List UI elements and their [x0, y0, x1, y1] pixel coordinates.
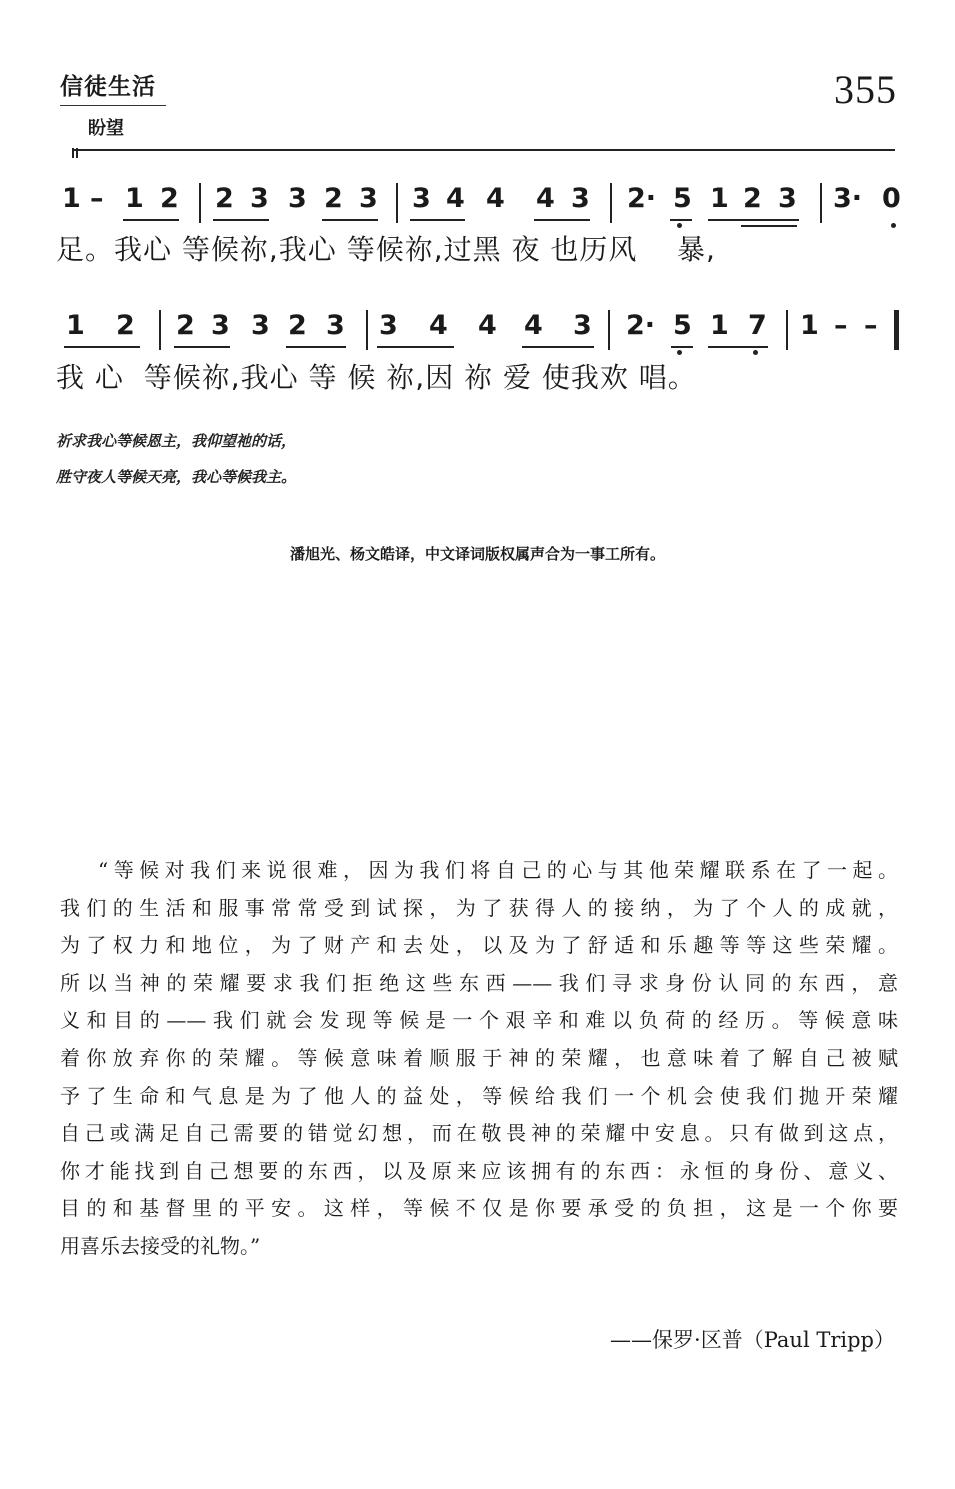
note: 4	[536, 183, 555, 214]
beam-underline	[123, 219, 179, 221]
note: 2	[160, 183, 179, 214]
note: 2	[288, 310, 307, 341]
note: 2	[324, 183, 343, 214]
beam-underline	[322, 219, 378, 221]
note: 2	[215, 183, 234, 214]
quote-line: “等候对我们来说很难，因为我们将自己的心与其他荣耀联系在了一起。	[98, 858, 898, 882]
note: 1	[66, 310, 85, 341]
bar-line	[610, 183, 612, 223]
quote-line: 自己或满足自己需要的错觉幻想，而在敬畏神的荣耀中安息。只有做到这点，	[60, 1121, 898, 1146]
octave-dot	[677, 350, 682, 355]
bar-line	[199, 183, 201, 223]
note: 3	[778, 183, 797, 214]
note: 1	[710, 310, 729, 341]
note: 2·	[626, 310, 656, 341]
quote-line: 为了权力和地位，为了财产和去处，以及为了舒适和乐趣等等这些荣耀。	[60, 933, 898, 958]
staff-rule-mark	[72, 148, 78, 158]
quote-line: 所以当神的荣耀要求我们拒绝这些东西——我们寻求身份认同的东西，意	[60, 970, 898, 995]
beam-underline	[741, 225, 797, 227]
note: 4	[478, 310, 497, 341]
music-line-1	[60, 183, 900, 227]
prayer-line-1: 祈求我心等候恩主，我仰望祂的话，	[56, 432, 297, 450]
quote-block	[60, 852, 898, 1266]
beam-underline	[213, 219, 269, 221]
note: –	[834, 310, 848, 341]
note: 1	[800, 310, 819, 341]
note: 2	[116, 310, 135, 341]
end-bar-line	[894, 310, 899, 350]
note: 4	[486, 183, 505, 214]
beam-underline	[377, 346, 454, 348]
bar-line	[608, 310, 610, 350]
note: 1	[62, 183, 81, 214]
beam-underline	[708, 346, 768, 348]
quote-line: 目的和基督里的平安。这样，等候不仅是你要承受的负担，这是一个你要	[60, 1196, 898, 1221]
note: 3	[412, 183, 431, 214]
page-number: 355	[834, 67, 897, 112]
note: 3	[288, 183, 307, 214]
beam-underline	[708, 219, 799, 221]
note: 7	[748, 310, 767, 341]
note: 4	[446, 183, 465, 214]
bar-line	[159, 310, 161, 350]
quote-line: 义和目的——我们就会发现等候是一个艰辛和难以负荷的经历。等候意味	[60, 1008, 898, 1033]
note: 4	[429, 310, 448, 341]
lyric-line-1: 足。我心 等候祢,我心 等候祢,过黑 夜 也历风 暴,	[56, 233, 716, 266]
note: 3	[571, 183, 590, 214]
octave-dot	[753, 350, 758, 355]
beam-underline	[64, 346, 140, 348]
note: 2·	[627, 183, 657, 214]
quote-line: 我们的生活和服事常常受到试探，为了获得人的接纳，为了个人的成就，	[60, 895, 898, 920]
note: 3	[250, 183, 269, 214]
note: 2	[176, 310, 195, 341]
note: –	[864, 310, 878, 341]
bar-line	[820, 183, 822, 223]
note: 3	[251, 310, 270, 341]
quote-line: 用喜乐去接受的礼物。”	[60, 1233, 261, 1258]
note: 3	[359, 183, 378, 214]
prayer-line-2: 胜守夜人等候天亮，我心等候我主。	[56, 468, 297, 486]
note: 3	[211, 310, 230, 341]
quote-line: 予了生命和气息是为了他人的益处，等候给我们一个机会使我们抛开荣耀	[60, 1083, 898, 1108]
lyric-line-2: 我 心 等候祢,我心 等 候 祢,因 祢 爱 使我欢 唱。	[56, 361, 697, 394]
beam-underline	[286, 346, 346, 348]
section-title: 信徒生活	[60, 68, 166, 106]
beam-underline	[534, 219, 590, 221]
note: 4	[524, 310, 543, 341]
note: 5	[673, 183, 692, 214]
music-line-2	[60, 310, 900, 354]
quote-attribution: ——保罗·区普（Paul Tripp）	[610, 1328, 895, 1352]
beam-underline	[670, 219, 692, 221]
note: 3	[379, 310, 398, 341]
beam-underline	[671, 346, 693, 348]
quote-line: 着你放弃你的荣耀。等候意味着顺服于神的荣耀，也意味着了解自己被赋	[60, 1045, 898, 1070]
note: 1	[710, 183, 729, 214]
translation-credit: 潘旭光、杨文皓译，中文译词版权属声合为一事工所有。	[289, 545, 665, 563]
note: –	[90, 183, 104, 214]
note: 0	[882, 183, 901, 214]
section-subtitle: 盼望	[88, 118, 124, 139]
note: 2	[743, 183, 762, 214]
note: 1	[125, 183, 144, 214]
quote-line: 你才能找到自己想要的东西，以及原来应该拥有的东西：永恒的身份、意义、	[60, 1158, 898, 1183]
note: 5	[673, 310, 692, 341]
beam-underline	[174, 346, 230, 348]
note: 3	[573, 310, 592, 341]
bar-line	[396, 183, 398, 223]
section-header	[60, 68, 166, 140]
bar-line	[786, 310, 788, 350]
staff-rule	[72, 149, 895, 151]
note: 3	[326, 310, 345, 341]
beam-underline	[522, 346, 594, 348]
bar-line	[366, 310, 368, 350]
note: 3·	[833, 183, 863, 214]
beam-underline	[410, 219, 465, 221]
